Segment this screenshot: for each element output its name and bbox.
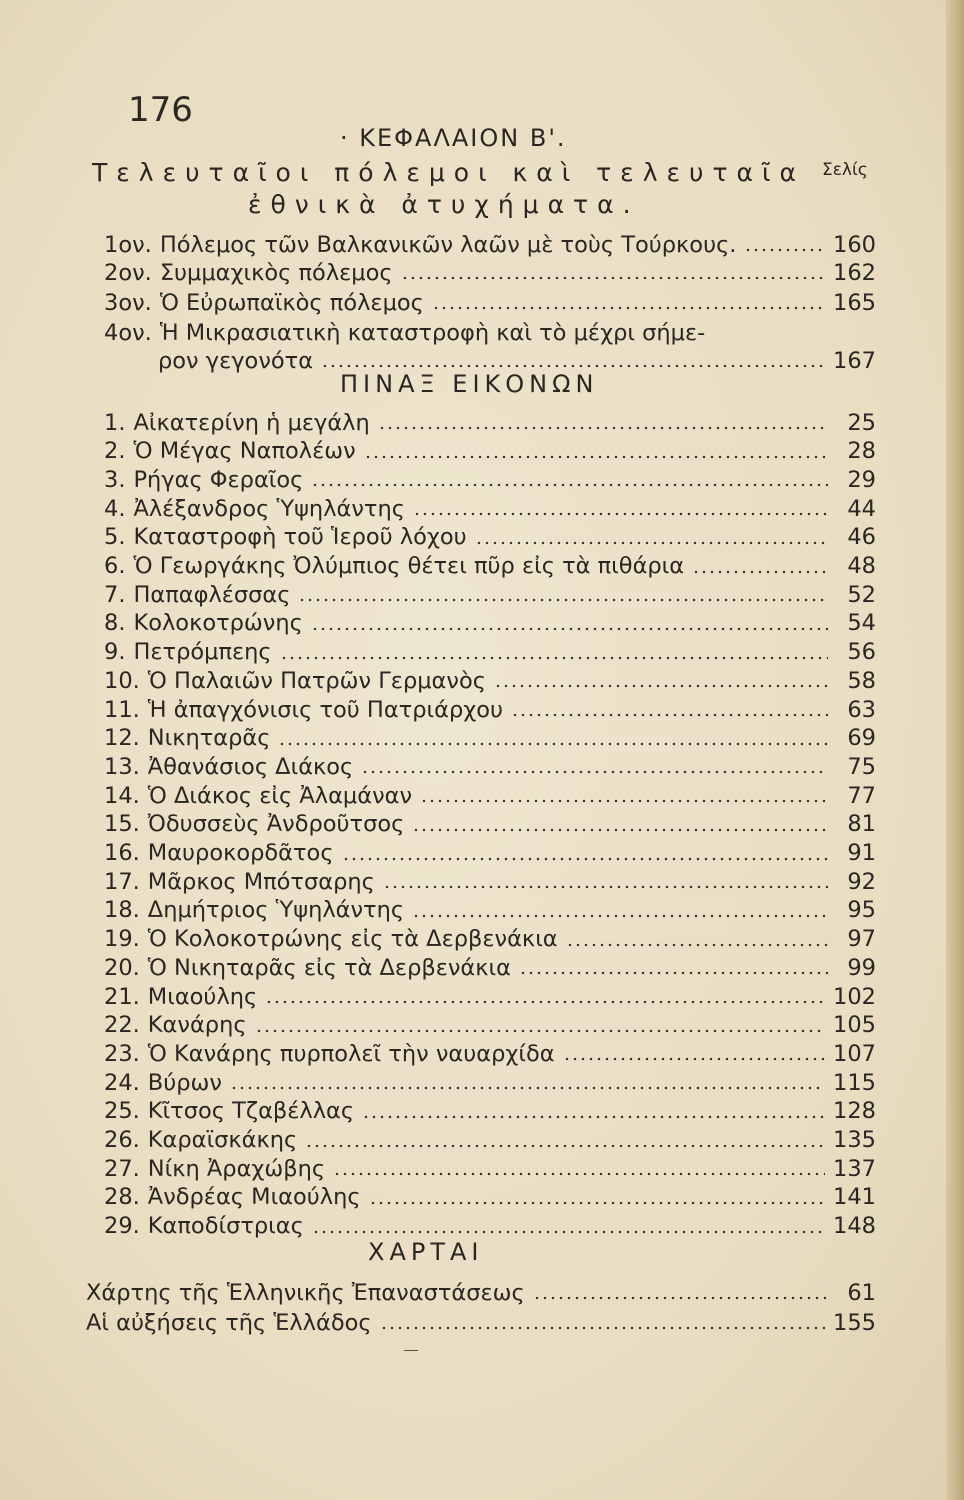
toc-entry (86, 1304, 876, 1334)
toc-entry (104, 254, 876, 284)
toc-entry (104, 490, 876, 520)
entry-number: 11. (104, 696, 140, 723)
entry-page: 29 (847, 466, 876, 493)
entry-title: Χάρτης τῆς Ἑλληνικῆς Ἐπαναστάσεως (86, 1279, 525, 1306)
leader-dots (311, 483, 828, 487)
entry-title: Νίκη Ἀραχώβης (147, 1155, 326, 1182)
leader-dots (412, 914, 828, 918)
entry-title: Ὁ Μέγας Ναπολέων (133, 438, 356, 465)
toc-entry (104, 1035, 876, 1065)
toc-entry (104, 863, 876, 893)
toc-entry (104, 433, 876, 463)
end-dash (404, 1350, 418, 1351)
toc-entry (104, 226, 876, 256)
entry-page: 105 (833, 1012, 876, 1039)
entry-title: Ἡ Μικρασιατικὴ καταστροφὴ καὶ τὸ μέχρι σήμε- (159, 319, 706, 346)
leader-dots (511, 713, 828, 717)
toc-entry (104, 314, 876, 344)
entry-title: Καραϊσκάκης (147, 1127, 298, 1153)
toc-entry (104, 720, 876, 750)
entry-page: 58 (847, 667, 876, 694)
entry-title: Ὀδυσσεὺς Ἀνδροῦτσος (147, 811, 405, 838)
entry-page: 95 (847, 897, 876, 924)
leader-dots (362, 1115, 825, 1119)
leader-dots (265, 1000, 825, 1004)
leader-dots (280, 656, 828, 660)
entry-title: Ἀνδρέας Μιαούλης (147, 1184, 361, 1211)
toc-entry (104, 1093, 876, 1123)
entry-page: 56 (847, 639, 876, 666)
entry-title: Ὁ Νικηταρᾶς εἰς τὰ Δερβενάκια (147, 954, 511, 981)
entry-page: 97 (847, 926, 876, 953)
leader-dots (563, 1057, 825, 1061)
entry-page: 160 (833, 231, 876, 258)
entry-number: 22. (104, 1012, 140, 1039)
entry-number: 2ον. (104, 259, 152, 286)
leader-dots (401, 276, 825, 280)
entry-title: Ἀθανάσιος Διάκος (147, 753, 354, 780)
leader-dots (361, 770, 828, 774)
entry-page: 167 (833, 347, 876, 374)
entry-page: 99 (847, 954, 876, 981)
page-edge (946, 0, 964, 1500)
entry-number: 19. (104, 926, 140, 953)
entry-number: 26. (104, 1127, 140, 1153)
leader-dots (533, 1296, 828, 1300)
leader-dots (412, 828, 828, 832)
entry-page: 61 (847, 1279, 876, 1306)
entry-number: 6. (104, 553, 126, 579)
entry-number: 24. (104, 1069, 140, 1096)
toc-entry (104, 576, 876, 606)
entry-number: 15. (104, 811, 140, 838)
entry-number: 13. (104, 753, 140, 780)
entry-title: Αἰκατερίνη ἡ μεγάλη (133, 409, 370, 436)
entry-number: 7. (104, 581, 126, 608)
entry-page: 92 (847, 868, 876, 895)
entry-number: 27. (104, 1155, 140, 1182)
toc-entry (104, 978, 876, 1008)
entry-page: 46 (847, 524, 876, 551)
entry-title: Συμμαχικὸς πόλεμος (159, 259, 393, 286)
leader-dots (312, 1230, 825, 1234)
entry-title: Ἀλέξανδρος Ὑψηλάντης (133, 495, 405, 522)
toc-entry (104, 461, 876, 491)
leader-dots (255, 1029, 826, 1033)
leader-dots (744, 248, 825, 252)
entry-number: 9. (104, 639, 126, 666)
toc-entry (104, 835, 876, 865)
entry-number: 2. (104, 438, 126, 465)
entry-page: 148 (833, 1213, 876, 1240)
entry-page: 28 (847, 438, 876, 465)
entry-page: 165 (833, 289, 876, 316)
entry-page: 155 (833, 1309, 876, 1336)
entry-title: Ὁ Διάκος εἰς Ἀλαμάναν (147, 782, 413, 809)
entry-title: Μιαούλης (147, 983, 258, 1010)
leader-dots (298, 598, 828, 602)
leader-dots (333, 1172, 825, 1176)
entry-title: Βύρων (147, 1069, 222, 1096)
entry-title: Κολοκοτρώνης (133, 610, 303, 637)
toc-entry (104, 949, 876, 979)
leader-dots (305, 1144, 825, 1148)
entry-title: Κανάρης (147, 1012, 247, 1039)
toc-entry (104, 605, 876, 635)
entry-page: 137 (833, 1155, 876, 1182)
entry-title: Κῖτσος Τζαβέλλας (147, 1098, 355, 1125)
leader-dots (692, 570, 828, 574)
leader-dots (475, 541, 828, 545)
entry-number: 1ον. (104, 231, 152, 258)
leader-dots (383, 885, 828, 889)
entry-page: 77 (847, 782, 876, 809)
toc-entry (104, 691, 876, 721)
entry-number: 4ον. (104, 319, 152, 346)
chapter-entry-continuation (158, 342, 876, 372)
entry-title: Ὁ Γεωργάκης Ὀλύμπιος θέτει πῦρ εἰς τὰ πιθάρια (133, 553, 685, 579)
leader-dots (713, 336, 828, 340)
toc-entry (104, 404, 876, 434)
entry-number: 21. (104, 983, 140, 1010)
section-title-line2: ἐθνικὰ ἀτυχήματα. (248, 190, 640, 219)
leader-dots (566, 943, 828, 947)
toc-entry (104, 921, 876, 951)
leader-dots (230, 1086, 825, 1090)
entry-number: 3ον. (104, 289, 152, 316)
entry-page: 69 (847, 725, 876, 752)
entry-title: Μαυροκορδᾶτος (147, 840, 334, 866)
entry-title: Αἱ αὐξήσεις τῆς Ἑλλάδος (86, 1309, 372, 1336)
entry-number: 25. (104, 1098, 140, 1125)
figures-heading: ΠΙΝΑΞ ΕΙΚΟΝΩΝ (340, 370, 599, 398)
entry-page: 115 (833, 1069, 876, 1096)
toc-entry (104, 748, 876, 778)
toc-entry (104, 662, 876, 692)
toc-entry (104, 1007, 876, 1037)
toc-entry (86, 1274, 876, 1304)
entry-number: 17. (104, 868, 140, 895)
entry-title: Νικηταρᾶς (147, 725, 271, 752)
toc-entry (104, 806, 876, 836)
toc-entry (104, 1208, 876, 1238)
entry-page: 25 (847, 409, 876, 436)
toc-entry (104, 519, 876, 549)
entry-title: Παπαφλέσσας (133, 581, 291, 608)
entry-number: 29. (104, 1213, 140, 1240)
entry-number: 8. (104, 610, 126, 637)
maps-heading: ΧΑΡΤΑΙ (368, 1238, 484, 1266)
toc-entry (104, 1064, 876, 1094)
entry-page: 52 (847, 581, 876, 608)
entry-page: 107 (833, 1040, 876, 1067)
entry-page: 48 (847, 553, 876, 579)
entry-number: 28. (104, 1184, 140, 1211)
entry-title: ρον γεγονότα (158, 347, 314, 374)
entry-title: Καταστροφὴ τοῦ Ἱεροῦ λόχου (133, 524, 467, 551)
toc-entry (104, 892, 876, 922)
chapter-heading: · ΚΕΦΑΛΑΙΟΝ Β'. (340, 124, 567, 152)
leader-dots (432, 306, 825, 310)
entry-page: 141 (833, 1184, 876, 1211)
entry-title: Ἡ ἀπαγχόνισις τοῦ Πατριάρχου (147, 696, 504, 723)
entry-page: 81 (847, 811, 876, 838)
leader-dots (420, 799, 828, 803)
entry-number: 5. (104, 524, 126, 551)
leader-dots (311, 627, 828, 631)
entry-title: Μᾶρκος Μπότσαρης (147, 868, 375, 895)
leader-dots (342, 857, 828, 861)
entry-number: 23. (104, 1040, 140, 1067)
entry-number: 14. (104, 782, 140, 809)
page-column-label: Σελίς (822, 160, 868, 180)
entry-number: 3. (104, 466, 126, 493)
entry-title: Ὁ Κανάρης πυρπολεῖ τὴν ναυαρχίδα (147, 1040, 555, 1067)
entry-title: Πόλεμος τῶν Βαλκανικῶν λαῶν μὲ τοὺς Τούρκους. (159, 231, 737, 258)
entry-page: 54 (847, 610, 876, 637)
leader-dots (364, 455, 828, 459)
entry-title: Ὁ Εὐρωπαϊκὸς πόλεμος (159, 289, 424, 316)
leader-dots (278, 742, 828, 746)
section-title-line1: Τελευταῖοι πόλεμοι καὶ τελευταῖα (92, 158, 805, 187)
entry-number: 16. (104, 840, 140, 866)
toc-entry (104, 1150, 876, 1180)
entry-page: 75 (847, 753, 876, 780)
entry-title: Ὁ Παλαιῶν Πατρῶν Γερμανὸς (147, 667, 486, 694)
leader-dots (321, 364, 825, 368)
entry-number: 18. (104, 897, 140, 924)
entry-page: 102 (833, 983, 876, 1010)
page-number: 176 (128, 90, 193, 130)
toc-entry (104, 634, 876, 664)
entry-title: Πετρόμπεης (133, 639, 272, 666)
entry-page: 128 (833, 1098, 876, 1125)
toc-entry (104, 548, 876, 578)
leader-dots (519, 971, 828, 975)
entry-number: 20. (104, 954, 140, 981)
leader-dots (369, 1201, 825, 1205)
leader-dots (380, 1326, 825, 1330)
entry-number: 4. (104, 495, 126, 522)
entry-page: 135 (833, 1127, 876, 1153)
entry-title: Ρήγας Φεραῖος (133, 466, 304, 493)
entry-number: 1. (104, 409, 126, 436)
entry-title: Καποδίστριας (147, 1213, 304, 1240)
entry-number: 10. (104, 667, 140, 694)
toc-entry (104, 777, 876, 807)
leader-dots (378, 426, 828, 430)
entry-number: 12. (104, 725, 140, 752)
entry-page: 63 (847, 696, 876, 723)
toc-entry (104, 1122, 876, 1152)
entry-page: 162 (833, 259, 876, 286)
entry-page: 44 (847, 495, 876, 522)
leader-dots (413, 512, 828, 516)
entry-title: Ὁ Κολοκοτρώνης εἰς τὰ Δερβενάκια (147, 926, 558, 953)
entry-title: Δημήτριος Ὑψηλάντης (147, 897, 405, 924)
toc-entry (104, 1179, 876, 1209)
toc-entry (104, 284, 876, 314)
entry-page: 91 (847, 840, 876, 866)
leader-dots (494, 684, 828, 688)
